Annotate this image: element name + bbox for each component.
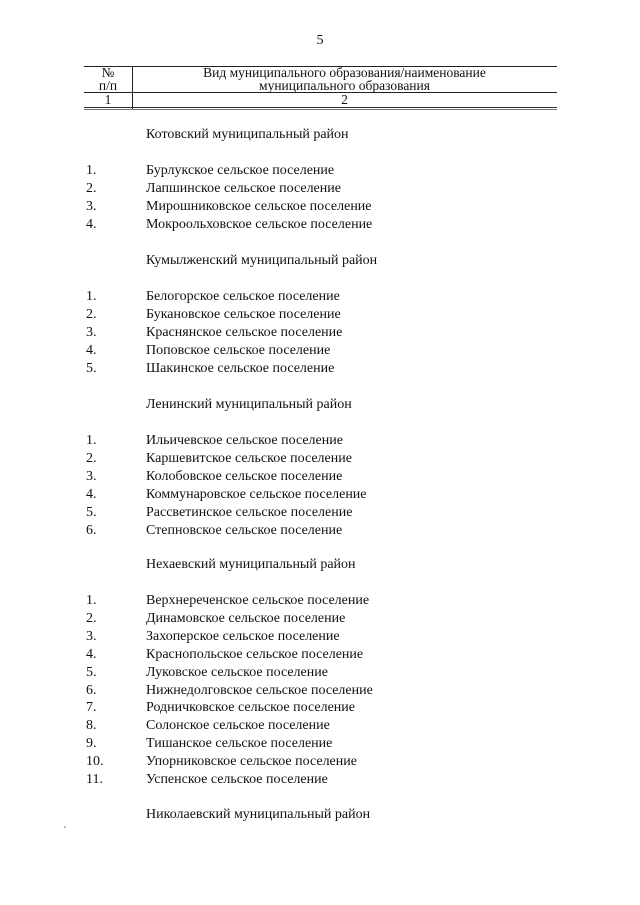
settlement-number: 5. <box>86 504 97 520</box>
settlement-row <box>0 718 640 736</box>
settlement-name: Краснянское сельское поселение <box>146 324 343 340</box>
settlement-number: 5. <box>86 664 97 680</box>
district-title: Кумылженский муниципальный район <box>146 253 378 268</box>
settlement-number: 1. <box>86 433 97 448</box>
settlement-number: 2. <box>86 450 97 466</box>
district-title: Котовский муниципальный район <box>146 127 349 142</box>
scan-speck <box>64 826 66 828</box>
settlement-row <box>0 523 640 541</box>
column-number-index: 1 <box>104 92 112 107</box>
settlement-row <box>0 325 640 343</box>
settlement-row <box>0 611 640 629</box>
column-number-header <box>84 66 132 92</box>
settlement-row <box>0 217 640 235</box>
settlement-name: Верхнереченское сельское поселение <box>146 593 370 608</box>
settlement-name: Краснопольское сельское поселение <box>146 646 364 662</box>
settlement-number: 9. <box>86 736 97 752</box>
settlement-row <box>0 772 640 790</box>
settlement-name: Колобовское сельское поселение <box>146 468 343 484</box>
settlement-row <box>0 665 640 683</box>
settlement-name: Упорниковское сельское поселение <box>146 754 357 770</box>
settlement-number: 5. <box>86 360 97 376</box>
settlement-number: 10. <box>86 754 104 770</box>
settlement-name: Мирошниковское сельское поселение <box>146 198 372 214</box>
settlement-number: 3. <box>86 198 97 214</box>
district-title: Нехаевский муниципальный район <box>146 557 356 572</box>
settlement-row <box>0 343 640 361</box>
settlement-row <box>0 163 640 181</box>
settlement-number: 2. <box>86 306 97 322</box>
settlement-row <box>0 683 640 701</box>
settlement-name: Родничковское сельское поселение <box>146 700 355 716</box>
settlement-name: Степновское сельское поселение <box>146 522 343 538</box>
settlement-number: 1. <box>86 289 97 304</box>
settlement-name: Успенское сельское поселение <box>146 772 328 787</box>
column-number-header-line1: № <box>101 65 115 80</box>
settlement-row <box>0 593 640 611</box>
settlement-row <box>0 307 640 325</box>
settlement-name: Ильичевское сельское поселение <box>146 433 343 448</box>
settlement-row <box>0 433 640 451</box>
settlement-number: 3. <box>86 468 97 484</box>
settlement-number: 4. <box>86 216 97 232</box>
settlement-number: 1. <box>86 163 97 178</box>
settlement-name: Нижнедолговское сельское поселение <box>146 682 373 698</box>
column-name-header <box>132 66 557 92</box>
settlement-number: 11. <box>86 772 103 787</box>
header-rule-bottom-double <box>84 109 557 110</box>
settlement-row <box>0 700 640 718</box>
column-number-header-line2: п/п <box>98 78 118 93</box>
page-number: 5 <box>316 33 324 48</box>
settlement-row <box>0 647 640 665</box>
settlement-name: Каршевитское сельское поселение <box>146 450 352 466</box>
settlement-name: Солонское сельское поселение <box>146 718 330 734</box>
settlement-name: Мокроольховское сельское поселение <box>146 216 373 232</box>
table-header <box>84 64 557 108</box>
settlement-name: Лапшинское сельское поселение <box>146 180 341 196</box>
settlement-row <box>0 199 640 217</box>
settlement-number: 2. <box>86 610 97 626</box>
settlement-row <box>0 629 640 647</box>
settlement-row <box>0 487 640 505</box>
settlement-name: Динамовское сельское поселение <box>146 610 346 626</box>
settlement-number: 6. <box>86 522 97 538</box>
district-title: Ленинский муниципальный район <box>146 397 352 412</box>
settlement-name: Тишанское сельское поселение <box>146 736 333 752</box>
column-name-index: 2 <box>341 92 348 107</box>
settlement-name: Белогорское сельское поселение <box>146 289 340 304</box>
settlement-number: 4. <box>86 486 97 502</box>
settlement-number: 4. <box>86 646 97 662</box>
settlement-name: Шакинское сельское поселение <box>146 360 335 376</box>
settlement-name: Рассветинское сельское поселение <box>146 504 353 520</box>
settlement-name: Коммунаровское сельское поселение <box>146 486 367 502</box>
settlement-row <box>0 451 640 469</box>
header-rule-bottom <box>84 107 557 108</box>
settlement-number: 6. <box>86 682 97 698</box>
column-name-header-line2: муниципального образования <box>259 78 430 93</box>
settlement-row <box>0 289 640 307</box>
district-title: Николаевский муниципальный район <box>146 807 371 822</box>
settlement-row <box>0 469 640 487</box>
settlement-name: Букановское сельское поселение <box>146 306 341 322</box>
settlement-number: 7. <box>86 700 97 716</box>
settlement-number: 2. <box>86 180 97 196</box>
settlement-number: 3. <box>86 324 97 340</box>
settlement-number: 8. <box>86 718 97 734</box>
settlement-name: Поповское сельское поселение <box>146 342 331 358</box>
settlement-row <box>0 361 640 379</box>
settlement-name: Захоперское сельское поселение <box>146 628 340 644</box>
settlement-number: 1. <box>86 593 97 608</box>
settlement-row <box>0 505 640 523</box>
settlement-row <box>0 181 640 199</box>
settlement-number: 3. <box>86 628 97 644</box>
settlement-name: Луковское сельское поселение <box>146 664 328 680</box>
settlement-row <box>0 754 640 772</box>
column-name-header-line1: Вид муниципального образования/наименование <box>203 65 486 80</box>
settlement-name: Бурлукское сельское поселение <box>146 163 335 178</box>
settlement-number: 4. <box>86 342 97 358</box>
settlement-row <box>0 736 640 754</box>
